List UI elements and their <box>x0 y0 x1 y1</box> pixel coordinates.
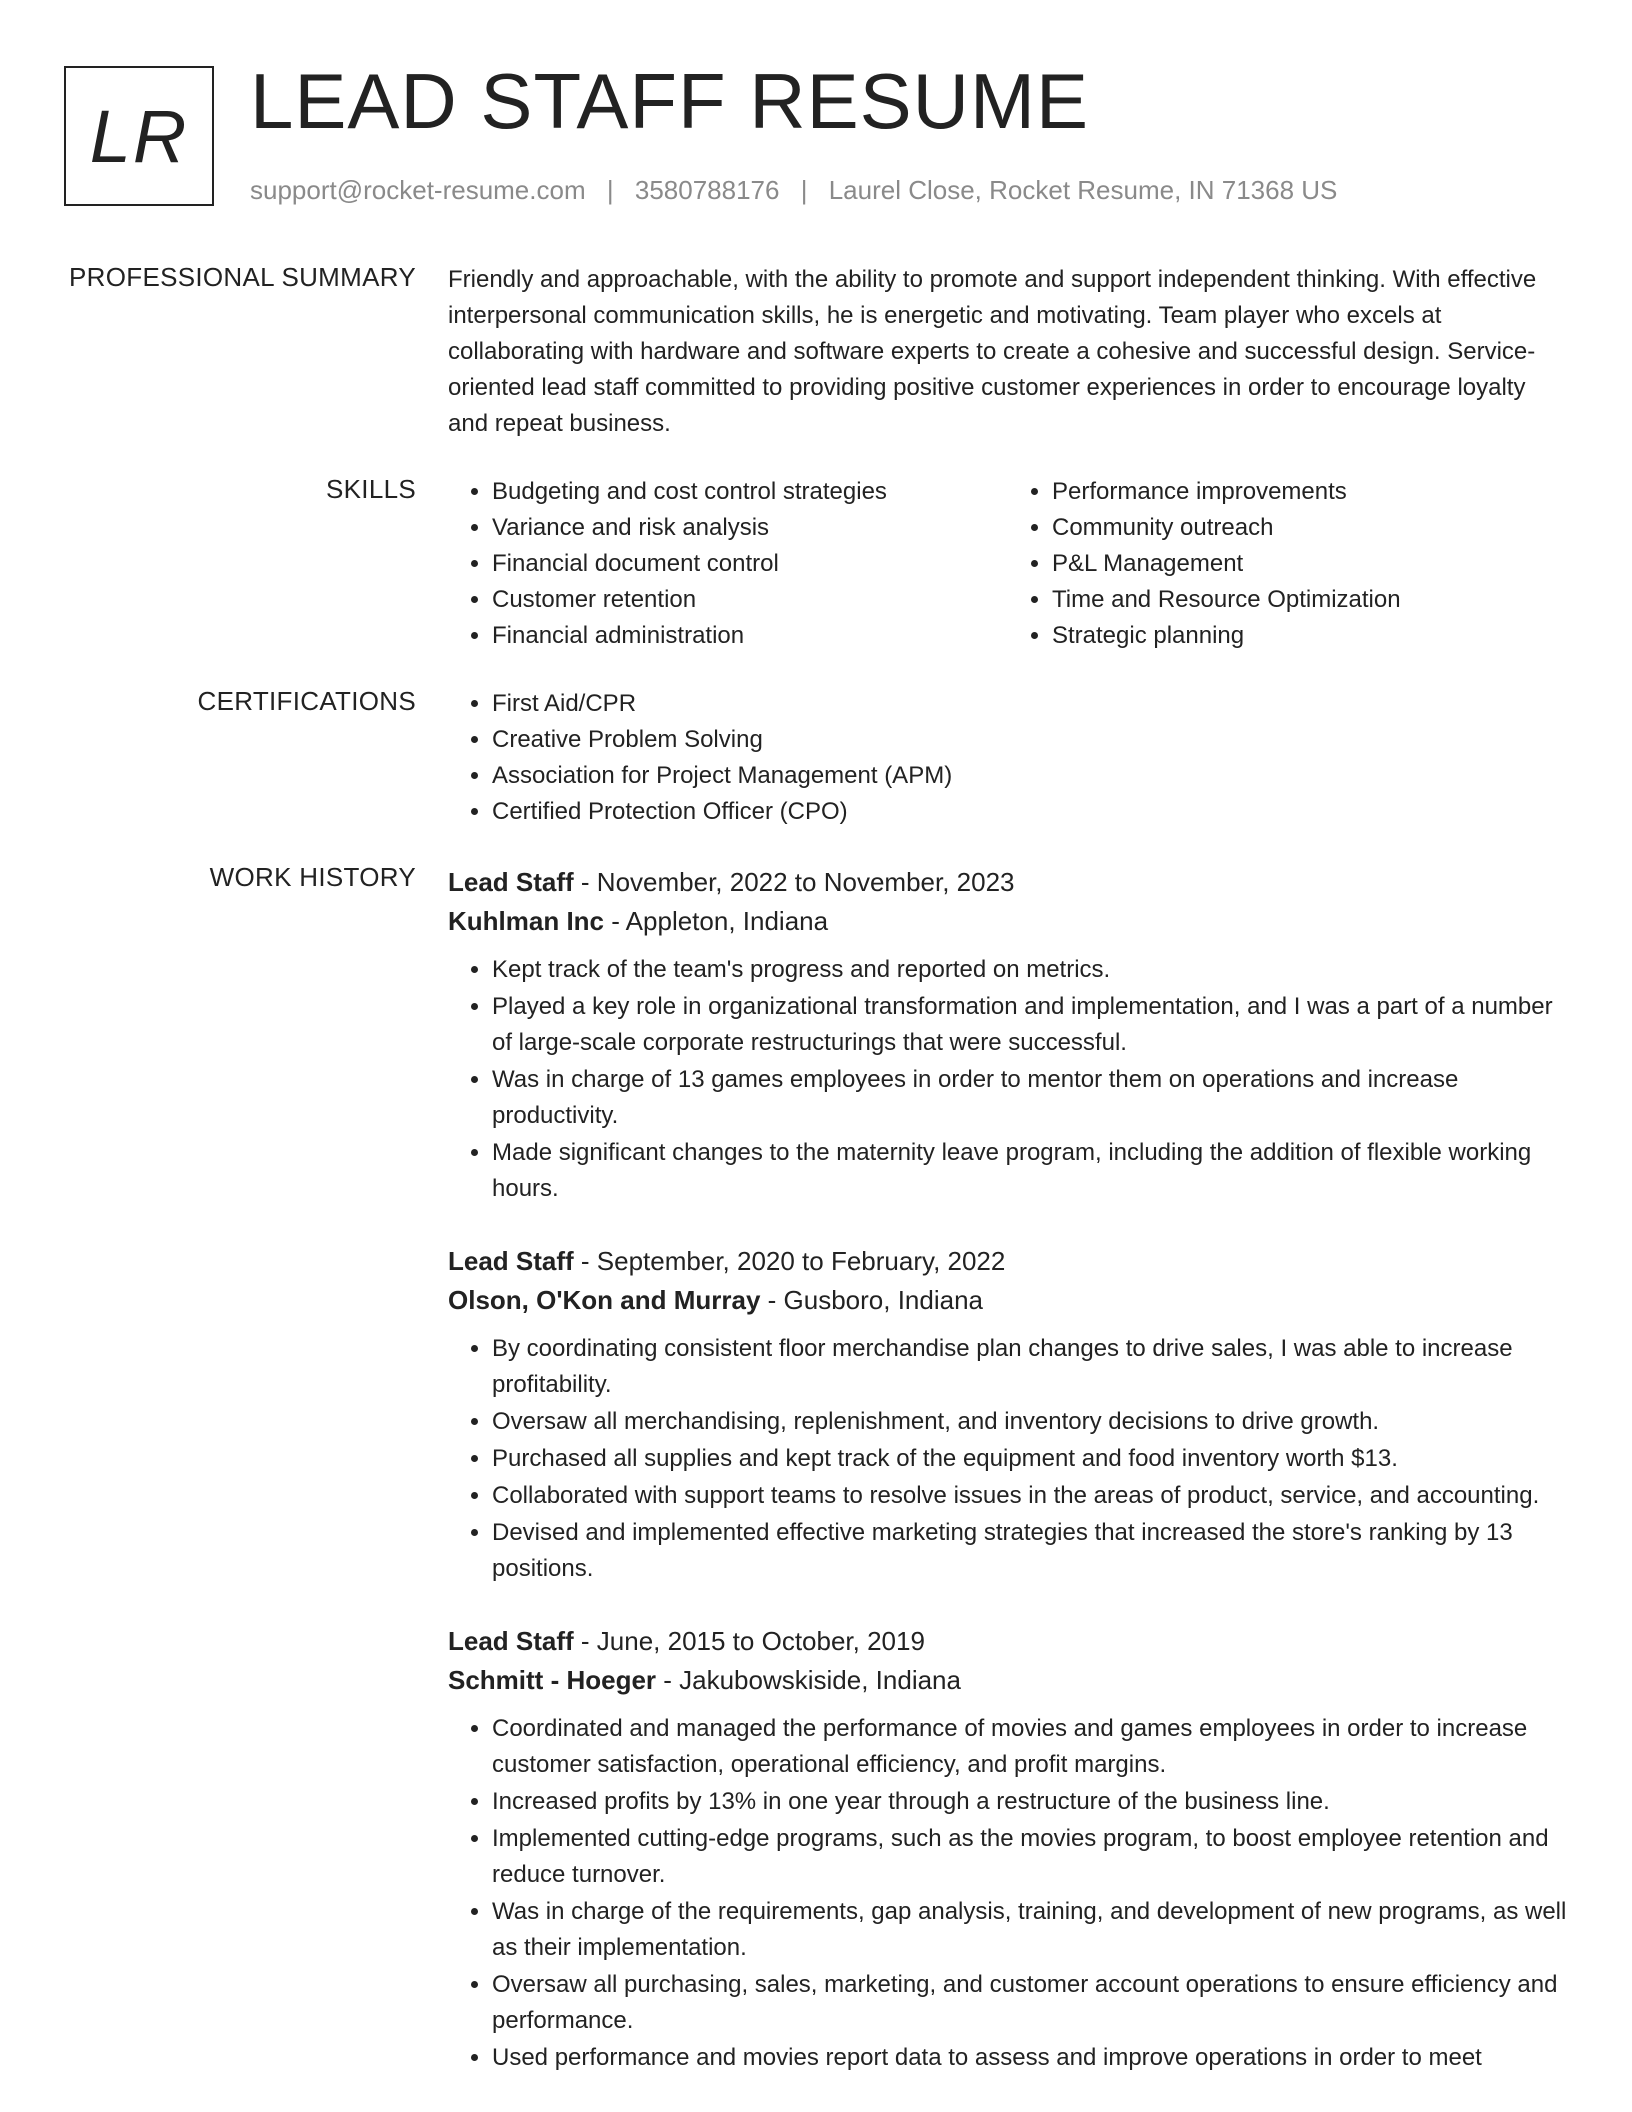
job-company: Schmitt - Hoeger <box>448 1665 657 1695</box>
monogram-logo <box>64 66 214 206</box>
skills-list-right <box>1008 474 1568 654</box>
job-entry <box>448 1241 1568 1587</box>
skills-body <box>448 474 1568 654</box>
skill-item: • Customer retention <box>492 582 1008 618</box>
summary-text: Friendly and approachable, with the ability to promote and support independent thinking. With effective interpersonal communication skills, he is energetic and motivating. Team player who excels at collaborating with hardware and software experts to create a cohesive and successful design. Service-oriented lead staff committed to providing positive customer experiences in order to encourage loyalty and repeat business. <box>448 266 1537 437</box>
job-bullet: • By coordinating consistent floor merchandise plan changes to drive sales, I was able to increase profitability. <box>492 1331 1568 1403</box>
monogram-text: LR <box>89 94 189 178</box>
skills-list-left <box>448 474 1008 654</box>
section-title-certifications: CERTIFICATIONS <box>197 686 416 716</box>
job-title-line <box>448 1241 1568 1281</box>
job-title: Lead Staff <box>448 1626 574 1656</box>
job-entry <box>448 862 1568 1207</box>
certification-item: • Certified Protection Officer (CPO) <box>492 794 1568 830</box>
job-dates: - September, 2020 to February, 2022 <box>573 1246 1006 1276</box>
section-title-summary: PROFESSIONAL SUMMARY <box>69 262 416 292</box>
skill-item: • P&L Management <box>1052 546 1568 582</box>
job-title-line <box>448 1621 1568 1661</box>
skill-item: • Budgeting and cost control strategies <box>492 474 1008 510</box>
skill-item: • Time and Resource Optimization <box>1052 582 1568 618</box>
job-entry <box>448 1621 1568 2076</box>
job-bullet: • Devised and implemented effective marketing strategies that increased the store's ranking by 13 positions. <box>492 1515 1568 1587</box>
job-bullet: • Played a key role in organizational transformation and implementation, and I was a part of a number of large-scale corporate restructurings that were successful. <box>492 989 1568 1061</box>
certification-item: • Creative Problem Solving <box>492 722 1568 758</box>
job-dates: - June, 2015 to October, 2019 <box>573 1626 925 1656</box>
job-title-line <box>448 862 1568 902</box>
job-location: - Gusboro, Indiana <box>760 1285 984 1315</box>
job-bullets <box>448 1331 1568 1587</box>
resume-title: LEAD STAFF RESUME <box>250 57 1090 145</box>
job-company-line <box>448 1281 1568 1319</box>
job-company-line <box>448 1661 1568 1699</box>
job-bullet: • Increased profits by 13% in one year through a restructure of the business line. <box>492 1784 1568 1820</box>
contact-separator: | <box>800 175 808 205</box>
job-bullet: • Was in charge of the requirements, gap analysis, training, and development of new programs, as well as their implementation. <box>492 1894 1568 1966</box>
contact-separator: | <box>606 175 614 205</box>
job-dates: - November, 2022 to November, 2023 <box>573 867 1015 897</box>
contact-email: support@rocket-resume.com <box>250 175 586 205</box>
certification-item: • Association for Project Management (APM) <box>492 758 1568 794</box>
job-bullets <box>448 1711 1568 2076</box>
skill-item: • Strategic planning <box>1052 618 1568 654</box>
job-bullet: • Oversaw all purchasing, sales, marketing, and customer account operations to ensure efficiency and performance. <box>492 1967 1568 2039</box>
section-title-work-history: WORK HISTORY <box>209 862 416 892</box>
certifications-list <box>448 686 1568 830</box>
skill-item: • Financial document control <box>492 546 1008 582</box>
job-bullet: • Implemented cutting-edge programs, such as the movies program, to boost employee retention and reduce turnover. <box>492 1821 1568 1893</box>
skill-item: • Community outreach <box>1052 510 1568 546</box>
job-bullet: • Coordinated and managed the performance of movies and games employees in order to increase customer satisfaction, operational efficiency, and profit margins. <box>492 1711 1568 1783</box>
summary-body <box>448 262 1568 442</box>
job-bullet: • Was in charge of 13 games employees in order to mentor them on operations and increase productivity. <box>492 1062 1568 1134</box>
job-bullet: • Kept track of the team's progress and reported on metrics. <box>492 952 1568 988</box>
skill-item: • Performance improvements <box>1052 474 1568 510</box>
job-company: Olson, O'Kon and Murray <box>448 1285 761 1315</box>
job-company-line <box>448 902 1568 940</box>
skill-item: • Variance and risk analysis <box>492 510 1008 546</box>
job-location: - Jakubowskiside, Indiana <box>656 1665 961 1695</box>
job-company: Kuhlman Inc <box>448 906 605 936</box>
certifications-body <box>448 686 1568 830</box>
contact-address: Laurel Close, Rocket Resume, IN 71368 US <box>828 175 1338 205</box>
job-bullet: • Used performance and movies report data to assess and improve operations in order to meet <box>492 2040 1568 2076</box>
job-location: - Appleton, Indiana <box>604 906 829 936</box>
contact-phone: 3580788176 <box>634 175 780 205</box>
contact-line <box>250 175 1337 206</box>
work-history-body <box>448 862 1568 2110</box>
job-title: Lead Staff <box>448 867 574 897</box>
certification-item: • First Aid/CPR <box>492 686 1568 722</box>
job-bullet: • Collaborated with support teams to resolve issues in the areas of product, service, and accounting. <box>492 1478 1568 1514</box>
section-title-skills: SKILLS <box>326 474 416 504</box>
job-bullet: • Purchased all supplies and kept track of the equipment and food inventory worth $13. <box>492 1441 1568 1477</box>
job-bullet: • Made significant changes to the maternity leave program, including the addition of flexible working hours. <box>492 1135 1568 1207</box>
job-bullets <box>448 952 1568 1207</box>
skill-item: • Financial administration <box>492 618 1008 654</box>
job-bullet: • Oversaw all merchandising, replenishment, and inventory decisions to drive growth. <box>492 1404 1568 1440</box>
job-title: Lead Staff <box>448 1246 574 1276</box>
